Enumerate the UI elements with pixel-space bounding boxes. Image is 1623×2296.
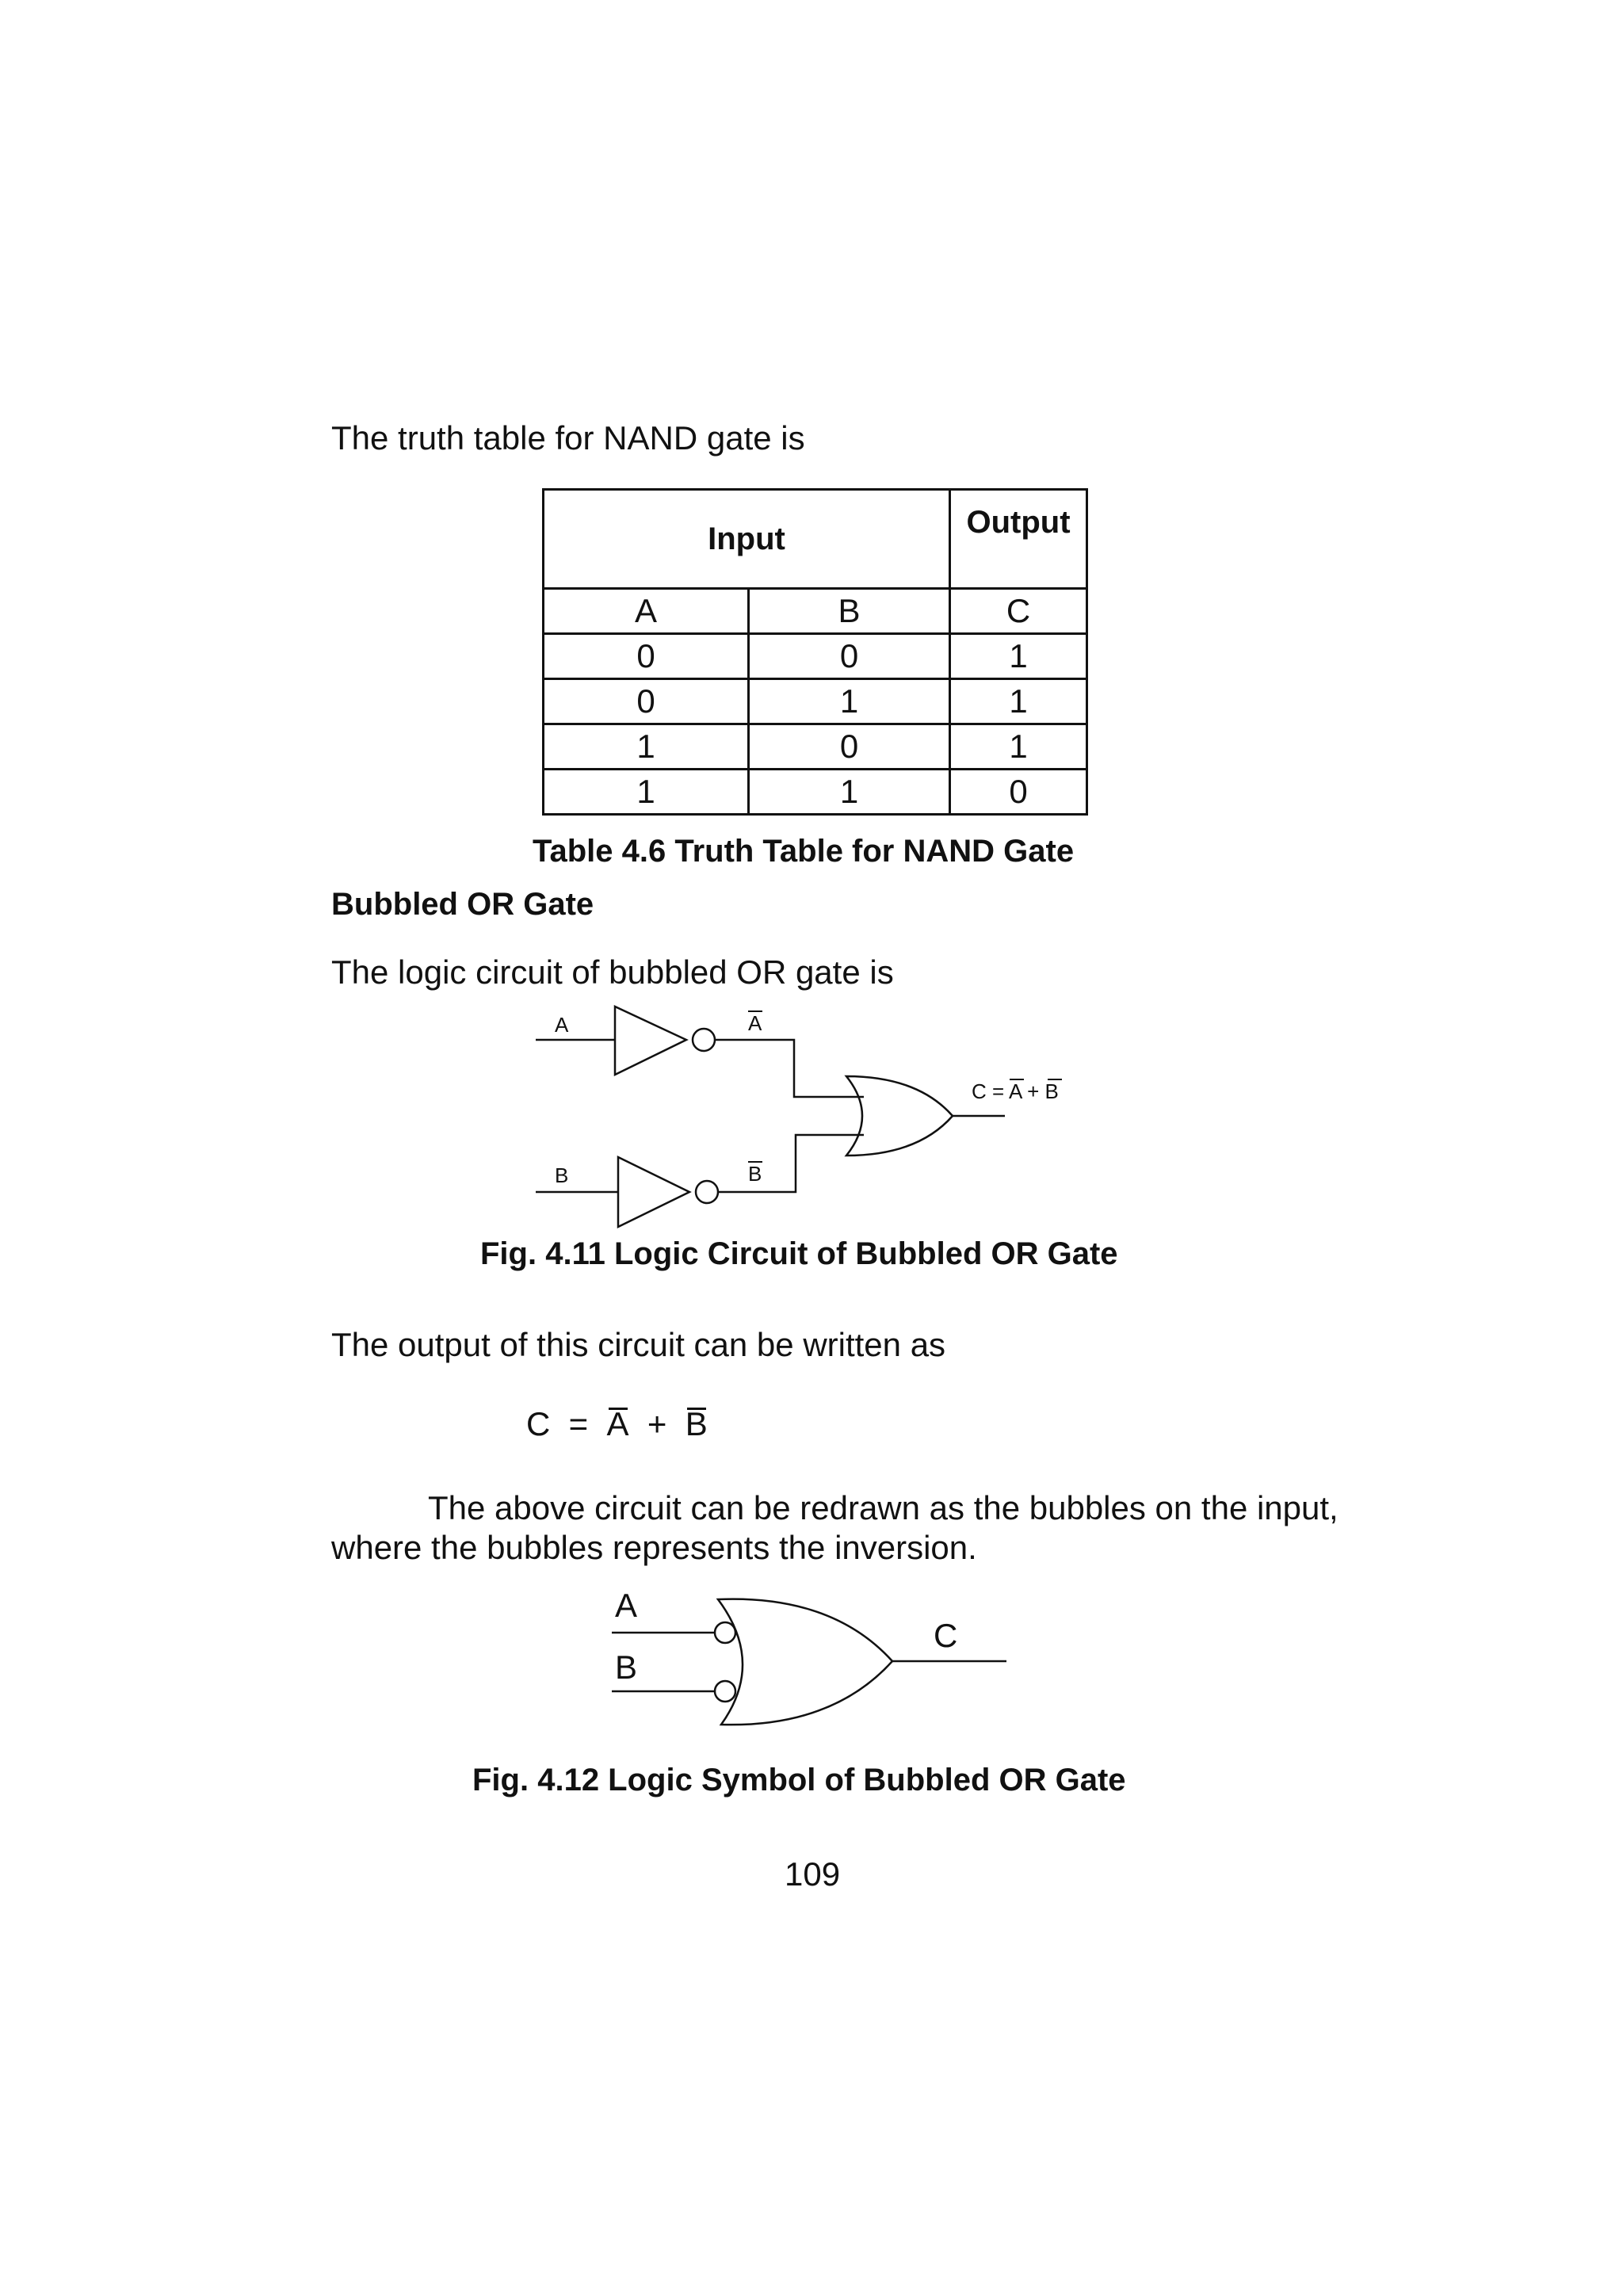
table-cell: 0 xyxy=(950,770,1087,815)
fig11-input-a: A xyxy=(555,1013,569,1037)
table-cell: 1 xyxy=(749,679,950,724)
equation-a-bar: A xyxy=(606,1405,629,1442)
inversion-bubble-icon xyxy=(715,1681,735,1702)
table-cell: 0 xyxy=(544,679,749,724)
input-header: Input xyxy=(544,490,950,589)
table-cell: 1 xyxy=(749,770,950,815)
table-cell: 1 xyxy=(544,724,749,770)
fig12-output: C xyxy=(934,1617,958,1654)
table-cell: 0 xyxy=(544,634,749,679)
intro-text: The truth table for NAND gate is xyxy=(331,419,805,457)
table-cell: B xyxy=(749,589,950,634)
fig11-input-b: B xyxy=(555,1163,569,1187)
table-cell: 0 xyxy=(749,634,950,679)
page-number: 109 xyxy=(785,1855,841,1893)
fig12-input-a: A xyxy=(615,1587,638,1624)
output-intro-text: The output of this circuit can be written as xyxy=(331,1326,946,1363)
section-heading: Bubbled OR Gate xyxy=(331,887,594,922)
fig11-output-b: B xyxy=(1044,1079,1059,1103)
table-cell: 1 xyxy=(544,770,749,815)
equation-plus: + xyxy=(628,1405,685,1442)
table-cell: 1 xyxy=(950,679,1087,724)
equation-b-bar: B xyxy=(685,1405,708,1442)
table-cell: C xyxy=(950,589,1087,634)
fig11-not-a: A xyxy=(748,1011,762,1035)
table-caption: Table 4.6 Truth Table for NAND Gate xyxy=(533,834,1075,869)
table-cell: 1 xyxy=(950,724,1087,770)
or-gate-icon xyxy=(718,1599,892,1725)
table-cell: 1 xyxy=(950,634,1087,679)
output-header: Output xyxy=(950,490,1087,589)
fig11-not-b: B xyxy=(748,1162,762,1186)
inversion-bubble-icon xyxy=(715,1622,735,1643)
table-cell: A xyxy=(544,589,749,634)
fig11-output-a: A xyxy=(1008,1079,1022,1103)
fig12-input-b: B xyxy=(615,1648,638,1686)
equation-lhs: C = xyxy=(526,1405,607,1442)
redrawn-text-line2: where the bubbles represents the inversion. xyxy=(331,1529,977,1566)
table-cell: 0 xyxy=(749,724,950,770)
fig-4-11-caption: Fig. 4.11 Logic Circuit of Bubbled OR Gate xyxy=(480,1236,1118,1271)
circuit-intro-text: The logic circuit of bubbled OR gate is xyxy=(331,953,894,991)
fig-4-12-caption: Fig. 4.12 Logic Symbol of Bubbled OR Gate xyxy=(472,1763,1126,1797)
redrawn-text-line1: The above circuit can be redrawn as the bubbles on the input, xyxy=(428,1489,1338,1526)
fig11-output-label: C = A + B xyxy=(972,1079,1059,1103)
